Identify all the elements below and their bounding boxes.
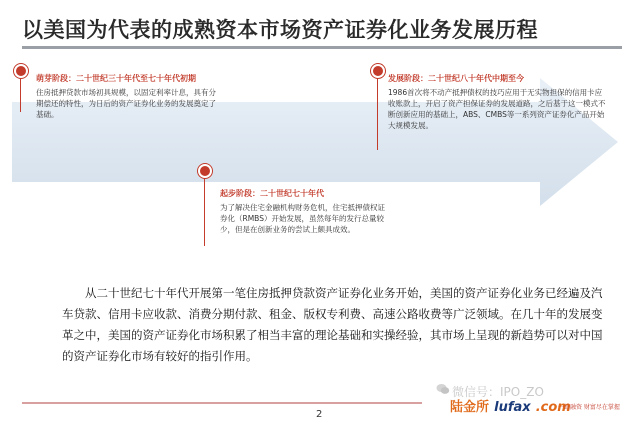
- stage-growth-body: 1986首次将不动产抵押债权的技巧应用于无实物担保的信用卡应收账款上，开启了资产担保证券的发展道路，之后基于这一模式不断创新应用的基础上，ABS、CMBS等一系列资产证券化产品开始大规模发展。: [388, 88, 606, 130]
- slide-title: 以美国为代表的成熟资本市场资产证券化业务发展历程: [22, 18, 538, 42]
- stage-growth: [388, 73, 608, 131]
- stage2-connector: [204, 170, 205, 246]
- stage2-marker: [198, 164, 212, 178]
- stage-sprout-heading: 萌芽阶段：二十世纪三十年代至七十年代初期: [36, 74, 196, 83]
- brand-logo-suffix: .com: [535, 400, 571, 415]
- stage-start-body: 为了解决住宅金融机构财务危机，住宅抵押债权证券化（RMBS）开始发展，虽然每年的发行总量较少，但是在创新业务的尝试上颇具成效。: [220, 203, 385, 234]
- brand-logo-cn: 陆金所: [450, 400, 490, 415]
- brand-slogan: 一站融资 财富尽在掌握: [558, 404, 620, 411]
- stage1-marker: [14, 64, 28, 78]
- stage-start-heading: 起步阶段：二十世纪七十年代: [220, 189, 324, 198]
- wechat-watermark: 微信号：IPO_ZO: [452, 385, 544, 399]
- stage3-connector: [377, 70, 378, 150]
- stage-sprout: [36, 73, 218, 120]
- summary-paragraph: 从二十世纪七十年代开展第一笔住房抵押贷款资产证券化业务开始，美国的资产证券化业务已经遍及汽车贷款、信用卡应收款、消费分期付款、租金、版权专利费、高速公路收费等广泛领域。在几十年的发展变革之中，美国的资产证券化市场积累了相当丰富的理论基础和实操经验，其市场上呈现的新趋势可以对中国的资产证券化市场有较好的指引作用。: [62, 286, 603, 363]
- wechat-icon: [436, 382, 450, 396]
- stage-start: [220, 188, 390, 235]
- title-divider: [22, 46, 622, 49]
- stage-growth-heading: 发展阶段：二十世纪八十年代中期至今: [388, 74, 524, 83]
- footer-divider: [22, 402, 422, 404]
- page-number: 2: [316, 409, 323, 420]
- stage3-marker: [371, 64, 385, 78]
- brand-logo-en: lufax: [494, 400, 531, 415]
- brand-logo: [450, 396, 571, 415]
- stage-sprout-body: 住房抵押贷款市场初具规模，以固定利率计息，具有分期偿还的特性，为日后的资产证券化业务的发展奠定了基础。: [36, 88, 216, 119]
